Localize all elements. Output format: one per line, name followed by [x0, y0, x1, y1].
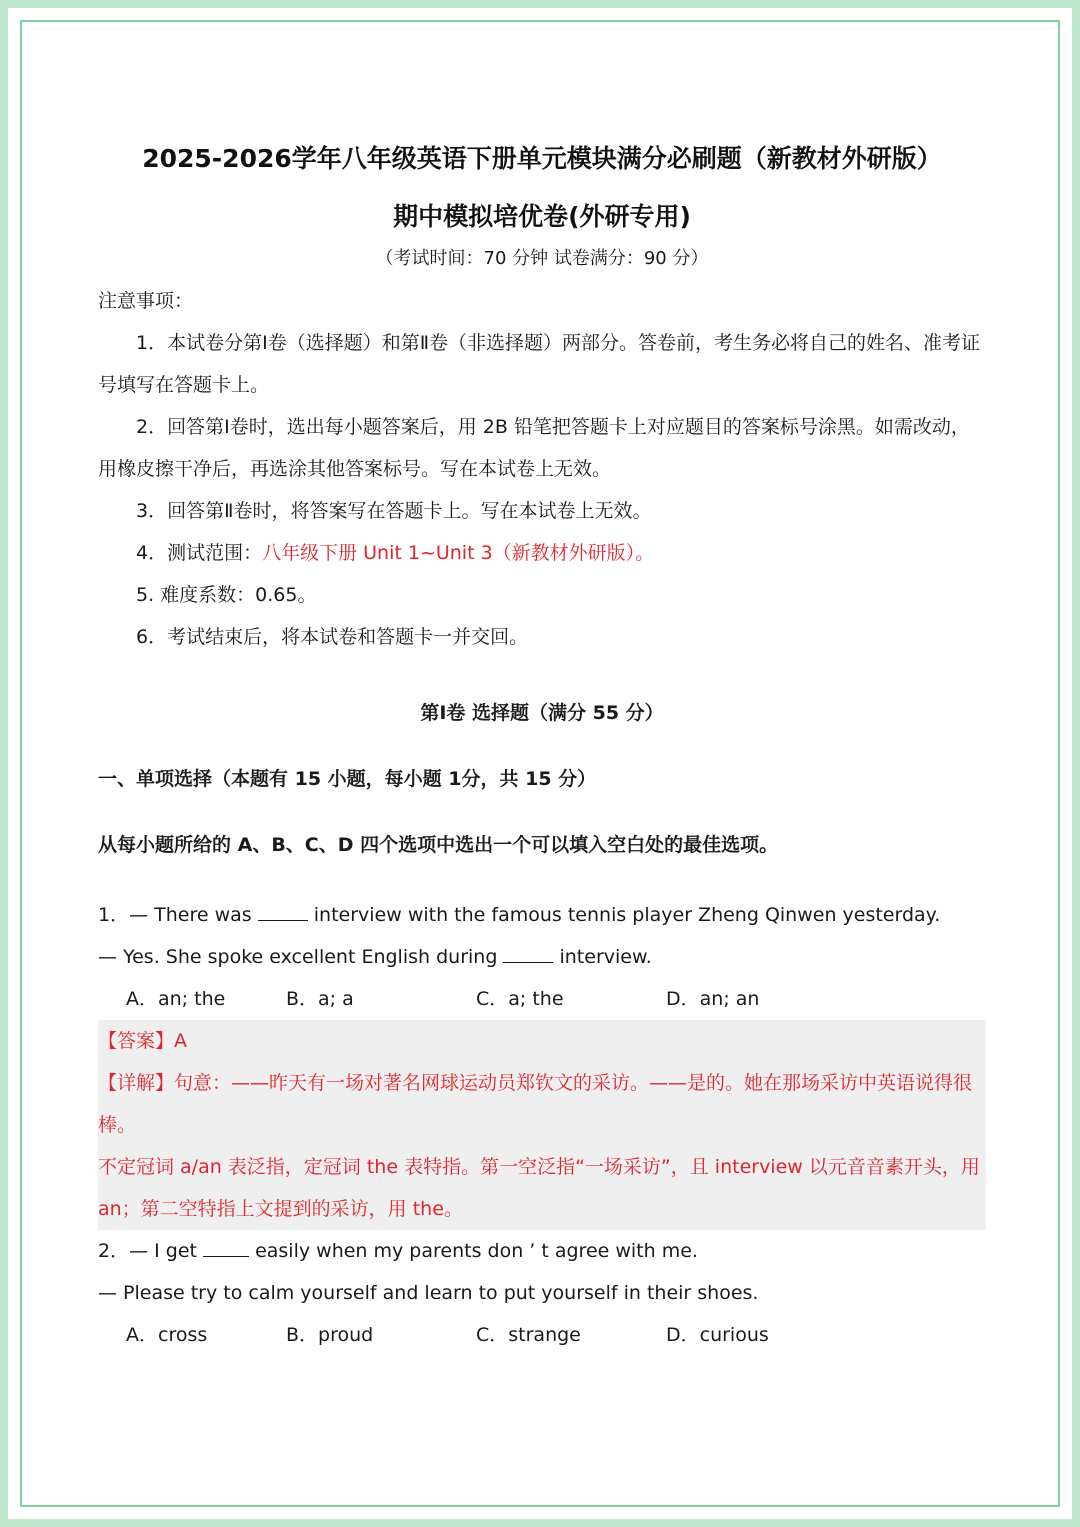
test-scope: 八年级下册 Unit 1~Unit 3（新教材外研版）。	[262, 542, 655, 564]
note-item-3: 3．回答第Ⅱ卷时，将答案写在答题卡上。写在本试卷上无效。	[136, 500, 652, 522]
q2-option-a: A．cross	[126, 1324, 208, 1346]
doc-subtitle: 期中模拟培优卷(外研专用)	[393, 202, 691, 231]
doc-title: 2025-2026学年八年级英语下册单元模块满分必刷题（新教材外研版）	[142, 144, 942, 173]
q2-option-d: D．curious	[666, 1324, 769, 1346]
note-item-4-prefix: 4．测试范围：	[136, 542, 263, 564]
q1-line2-b: interview.	[559, 946, 652, 968]
q2-option-c: C．strange	[476, 1324, 581, 1346]
q1-line1	[98, 894, 986, 936]
q2-options	[98, 1314, 986, 1356]
q1-line1-b: interview with the famous tennis player Zheng Qinwen yesterday.	[313, 904, 941, 926]
q1-options	[98, 978, 986, 1020]
question-2	[98, 1230, 986, 1356]
q2-blank	[203, 1234, 249, 1257]
section-title: 第Ⅰ卷 选择题（满分 55 分）	[420, 702, 664, 724]
q1-answer: 【答案】A	[98, 1030, 187, 1052]
q1-line1-a: 1．— There was	[98, 904, 252, 926]
note-item-4	[98, 532, 986, 574]
q1-line2-a: — Yes. She spoke excellent English during	[98, 946, 498, 968]
q2-line1-a: 2．— I get	[98, 1240, 197, 1262]
note-item-6: 6．考试结束后，将本试卷和答题卡一并交回。	[136, 626, 529, 648]
q2-option-b: B．proud	[286, 1324, 374, 1346]
note-item-1: 1．本试卷分第Ⅰ卷（选择题）和第Ⅱ卷（非选择题）两部分。答卷前，考生务必将自己的姓名、准考证号填写在答题卡上。	[98, 332, 981, 396]
q1-blank-1	[258, 898, 308, 921]
part-title: 一、单项选择（本题有 15 小题，每小题 1分，共 15 分）	[98, 768, 597, 790]
q1-option-b: B．a; a	[286, 988, 354, 1010]
q1-blank-2	[503, 940, 553, 963]
document-body	[98, 140, 986, 1356]
question-1	[98, 894, 986, 1230]
q1-line2	[98, 936, 986, 978]
q1-option-d: D．an; an	[666, 988, 760, 1010]
instruction: 从每小题所给的 A、B、C、D 四个选项中选出一个可以填入空白处的最佳选项。	[98, 834, 779, 856]
q1-explain-2: 不定冠词 a/an 表泛指，定冠词 the 表特指。第一空泛指“一场采访”，且 interview 以元音音素开头，用 an；第二空特指上文提到的采访，用 the。	[98, 1156, 980, 1220]
q1-answer-box	[98, 1020, 986, 1230]
note-item-5: 5. 难度系数：0.65。	[136, 584, 317, 606]
q2-line2: — Please try to calm yourself and learn to put yourself in their shoes.	[98, 1282, 759, 1304]
q2-line1	[98, 1230, 986, 1272]
notes-heading: 注意事项：	[98, 290, 194, 312]
exam-info: （考试时间：70 分钟 试卷满分：90 分）	[375, 248, 709, 269]
q1-explain-1: 【详解】句意：——昨天有一场对著名网球运动员郑钦文的采访。——是的。她在那场采访中英语说得很棒。	[98, 1072, 973, 1136]
note-item-2: 2．回答第Ⅰ卷时，选出每小题答案后，用 2B 铅笔把答题卡上对应题目的答案标号涂黑。如需改动，用橡皮擦干净后，再选涂其他答案标号。写在本试卷上无效。	[98, 416, 970, 480]
q1-option-c: C．a; the	[476, 988, 564, 1010]
q2-line1-b: easily when my parents don ’ t agree with me.	[255, 1240, 698, 1262]
q1-option-a: A．an; the	[126, 988, 226, 1010]
